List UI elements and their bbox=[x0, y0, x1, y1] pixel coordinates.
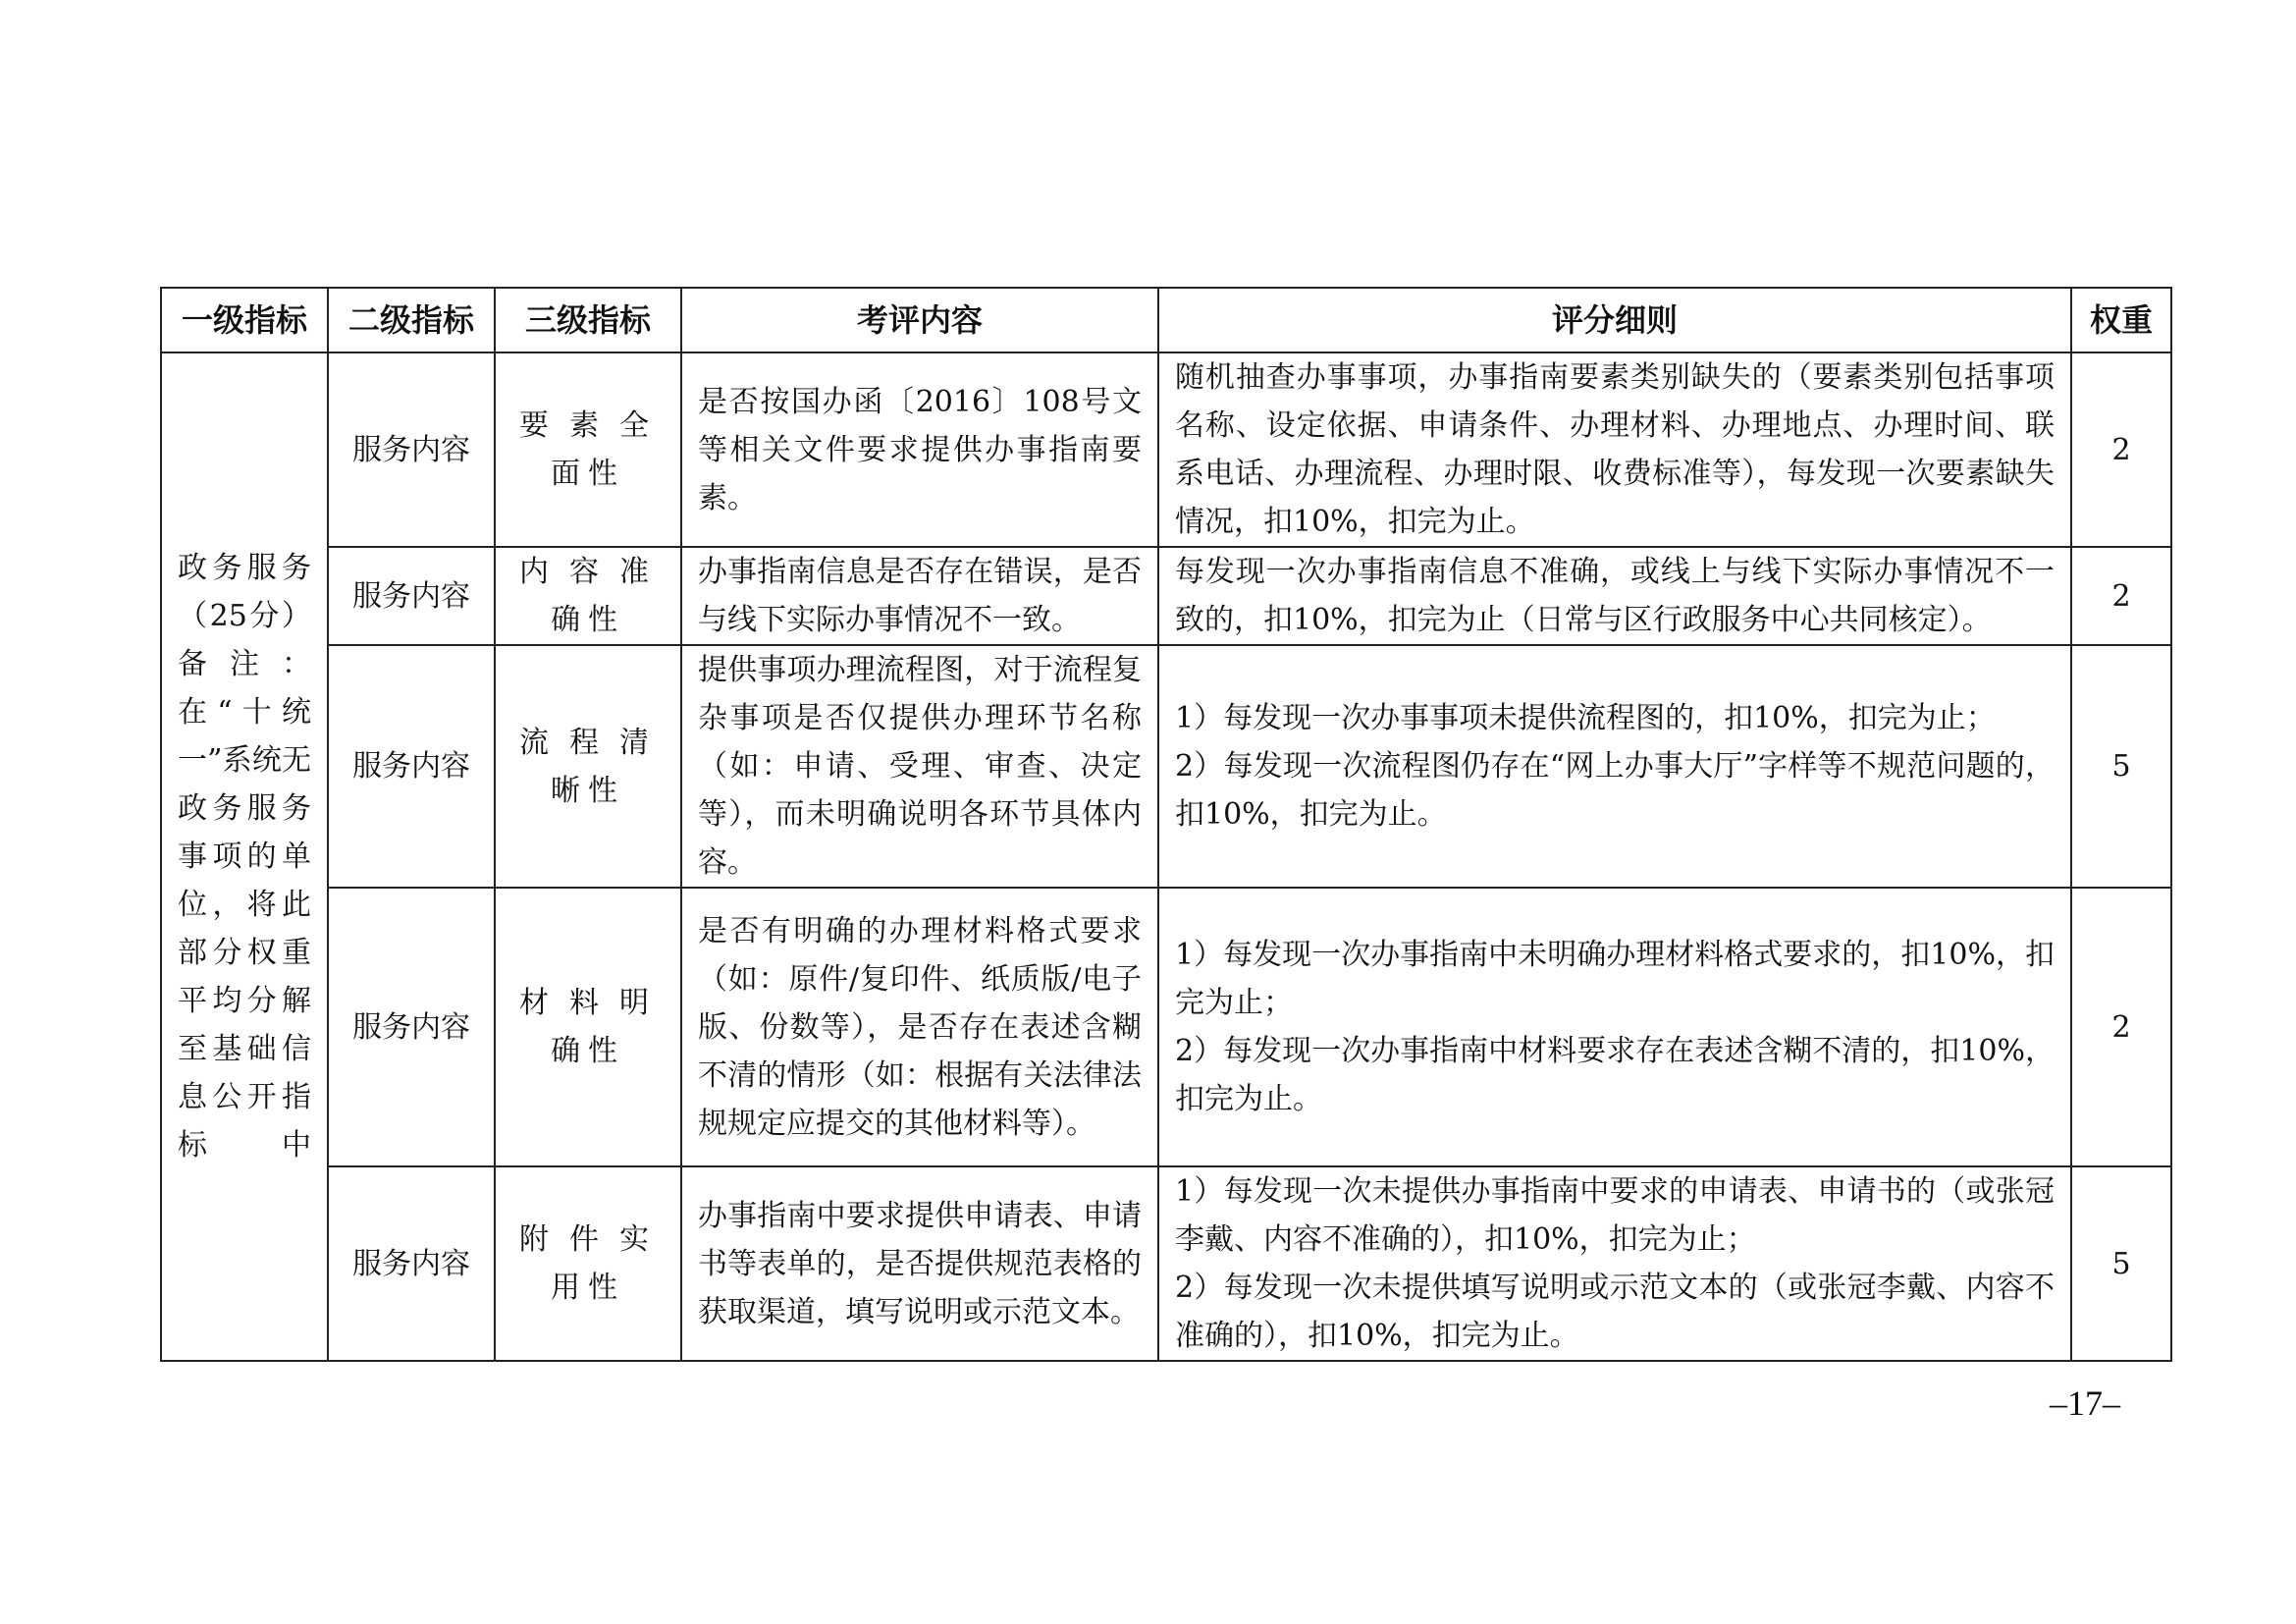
scoring-rules: 每发现一次办事指南信息不准确，或线上与线下实际办事情况不一致的，扣10%，扣完为止（日常与区行政服务中心共同核定）。 bbox=[1158, 547, 2071, 645]
weight-value: 5 bbox=[2071, 645, 2171, 888]
level2-indicator: 服务内容 bbox=[328, 645, 495, 888]
scoring-rules: 随机抽查办事事项，办事指南要素类别缺失的（要素类别包括事项名称、设定依据、申请条件、办理材料、办理地点、办理时间、联系电话、办理流程、办理时限、收费标准等），每发现一次要素缺失情况，扣10%，扣完为止。 bbox=[1158, 352, 2071, 547]
level3-label: 附件实用性 bbox=[519, 1222, 657, 1305]
header-level3: 三级指标 bbox=[495, 288, 681, 352]
level3-indicator bbox=[495, 645, 681, 888]
header-weight: 权重 bbox=[2071, 288, 2171, 352]
level2-indicator: 服务内容 bbox=[328, 547, 495, 645]
level2-indicator: 服务内容 bbox=[328, 1166, 495, 1361]
evaluation-table bbox=[160, 287, 2172, 1362]
level3-label: 材料明确性 bbox=[519, 986, 657, 1068]
scoring-rule-line: 2）每发现一次流程图仍存在“网上办事大厅”字样等不规范问题的，扣10%，扣完为止。 bbox=[1175, 749, 2055, 832]
evaluation-content: 是否按国办函〔2016〕108号文等相关文件要求提供办事指南要素。 bbox=[681, 352, 1158, 547]
level3-label: 要素全面性 bbox=[519, 408, 657, 491]
evaluation-content: 提供事项办理流程图，对于流程复杂事项是否仅提供办理环节名称（如：申请、受理、审查、决定等），而未明确说明各环节具体内容。 bbox=[681, 645, 1158, 888]
table-row bbox=[161, 645, 2171, 888]
scoring-rule-line: 1）每发现一次办事指南中未明确办理材料格式要求的，扣10%，扣完为止； bbox=[1175, 938, 2055, 1020]
scoring-rules bbox=[1158, 645, 2071, 888]
header-level1: 一级指标 bbox=[161, 288, 328, 352]
level2-indicator: 服务内容 bbox=[328, 888, 495, 1166]
evaluation-content: 是否有明确的办理材料格式要求（如：原件/复印件、纸质版/电子版、份数等），是否存在表述含糊不清的情形（如：根据有关法律法规规定应提交的其他材料等）。 bbox=[681, 888, 1158, 1166]
header-content: 考评内容 bbox=[681, 288, 1158, 352]
weight-value: 2 bbox=[2071, 547, 2171, 645]
table-row bbox=[161, 1166, 2171, 1361]
level3-indicator bbox=[495, 1166, 681, 1361]
scoring-rules bbox=[1158, 888, 2071, 1166]
level3-indicator bbox=[495, 547, 681, 645]
weight-value: 5 bbox=[2071, 1166, 2171, 1361]
scoring-rule-line: 1）每发现一次未提供办事指南中要求的申请表、申请书的（或张冠李戴、内容不准确的），扣10%，扣完为止； bbox=[1175, 1174, 2055, 1257]
table-row bbox=[161, 547, 2171, 645]
scoring-rules bbox=[1158, 1166, 2071, 1361]
weight-value: 2 bbox=[2071, 888, 2171, 1166]
page-number: –17– bbox=[2050, 1383, 2120, 1423]
level1-indicator: 政务服务（25分）备注：在“十统一”系统无政务服务事项的单位，将此部分权重平均分解至基础信息公开指标中 bbox=[161, 352, 328, 1361]
evaluation-content: 办事指南中要求提供申请表、申请书等表单的，是否提供规范表格的获取渠道，填写说明或示范文本。 bbox=[681, 1166, 1158, 1361]
level3-label: 内容准确性 bbox=[519, 555, 657, 637]
header-level2: 二级指标 bbox=[328, 288, 495, 352]
header-rules: 评分细则 bbox=[1158, 288, 2071, 352]
scoring-rule-line: 1）每发现一次办事事项未提供流程图的，扣10%，扣完为止； bbox=[1175, 701, 1996, 735]
level3-label: 流程清晰性 bbox=[519, 725, 657, 808]
scoring-rule-line: 2）每发现一次未提供填写说明或示范文本的（或张冠李戴、内容不准确的），扣10%，扣完为止。 bbox=[1175, 1271, 2055, 1353]
weight-value: 2 bbox=[2071, 352, 2171, 547]
level2-indicator: 服务内容 bbox=[328, 352, 495, 547]
level3-indicator bbox=[495, 888, 681, 1166]
table-row bbox=[161, 888, 2171, 1166]
level3-indicator bbox=[495, 352, 681, 547]
table-row bbox=[161, 352, 2171, 547]
table-header-row bbox=[161, 288, 2171, 352]
scoring-rule-line: 2）每发现一次办事指南中材料要求存在表述含糊不清的，扣10%，扣完为止。 bbox=[1175, 1034, 2055, 1116]
evaluation-content: 办事指南信息是否存在错误，是否与线下实际办事情况不一致。 bbox=[681, 547, 1158, 645]
